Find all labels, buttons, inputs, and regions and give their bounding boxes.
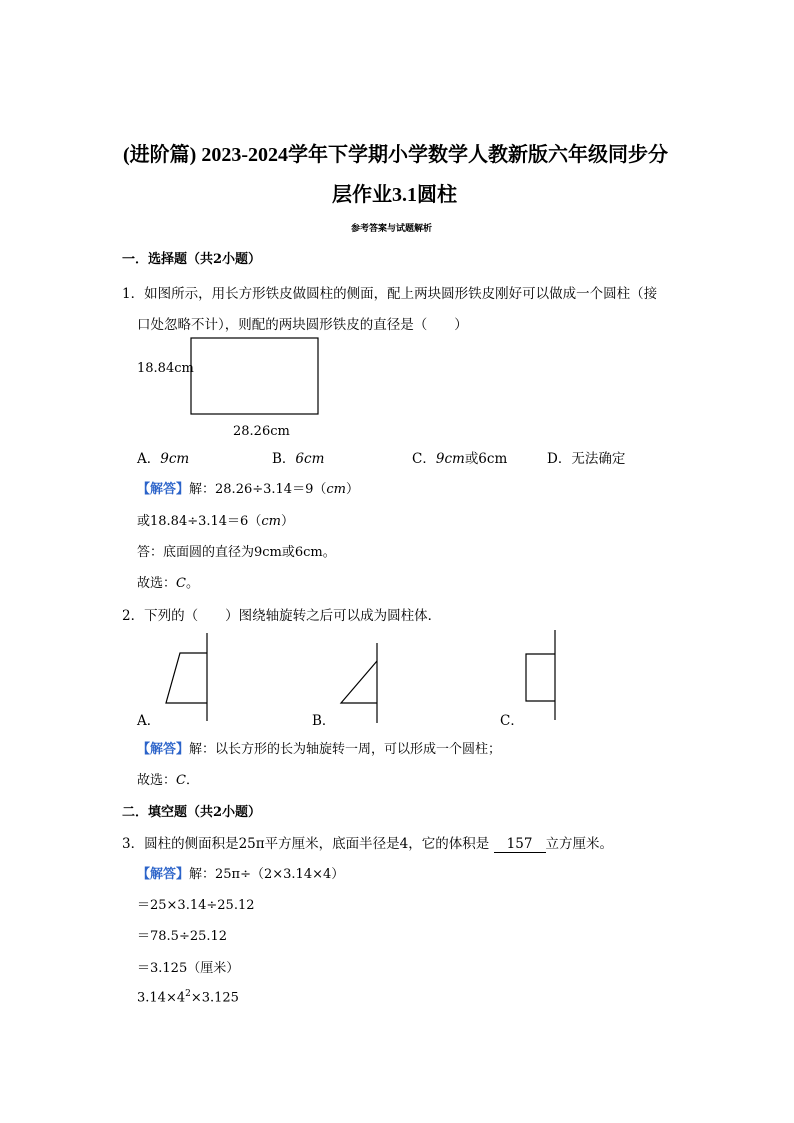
answer-3-step1: ＝25×3.14÷25.12 <box>137 898 255 913</box>
q2-option-b: B． <box>312 713 336 729</box>
answer-3-step2: ＝78.5÷25.12 <box>137 929 228 944</box>
answer-3-step4: $3.14\times 4^2\times 3.125$ <box>137 989 239 1006</box>
figure-width-label: 28.26cm <box>233 424 290 439</box>
question-2-text: 2．下列的（ ）图绕轴旋转之后可以成为圆柱体． <box>122 608 442 624</box>
answer-blank: 157 <box>494 836 546 853</box>
q2-option-a: A． <box>137 713 161 729</box>
rectangle-figure <box>190 337 320 417</box>
option-d: D．无法确定 <box>547 451 626 467</box>
question-1-text-line2: 口处忽略不计），则配的两块圆形铁皮的直径是（ ） <box>137 317 468 333</box>
option-c: C．9cm或6cm <box>412 451 508 467</box>
answer-1-line4: 故选：C。 <box>137 576 199 591</box>
answer-2-line2: 故选：C． <box>137 773 199 788</box>
page-title-line2: 层作业3.1圆柱 <box>332 184 457 206</box>
answer-1-line1: 【解答】解：28.26÷3.14＝9（cm） <box>137 482 359 497</box>
answer-3-step3: ＝3.125（厘米） <box>137 961 240 976</box>
answer-2-line1: 【解答】解：以长方形的长为轴旋转一周，可以形成一个圆柱； <box>137 742 502 757</box>
section-heading-choice: 一．选择题（共2小题） <box>122 252 262 267</box>
q2-option-c: C． <box>500 713 524 729</box>
trapezoid-figure <box>160 633 220 728</box>
answer-tag: 【解答】 <box>137 742 190 757</box>
page-title-line1: (进阶篇) 2023-2024学年下学期小学数学人教新版六年级同步分 <box>123 144 668 166</box>
question-1-text-line1: 1．如图所示，用长方形铁皮做圆柱的侧面，配上两块圆形铁皮刚好可以做成一个圆柱（接 <box>122 286 658 302</box>
answer-tag: 【解答】 <box>137 482 190 497</box>
answer-3-line1: 【解答】解：25π÷（2×3.14×4） <box>137 867 345 882</box>
answer-1-line3: 答：底面圆的直径为9cm或6cm。 <box>137 545 336 560</box>
option-a: A．9cm <box>137 451 190 467</box>
option-b: B．6cm <box>272 451 325 467</box>
answer-tag: 【解答】 <box>137 867 190 882</box>
answer-1-line2: 或18.84÷3.14＝6（cm） <box>137 514 294 529</box>
page-subtitle: 参考答案与试题解析 <box>351 224 433 234</box>
figure-height-label: 18.84cm <box>137 361 194 376</box>
question-3-text: 3．圆柱的侧面积是25π平方厘米，底面半径是4，它的体积是 157 立方厘米。 <box>122 836 614 852</box>
section-heading-fill: 二．填空题（共2小题） <box>122 805 262 820</box>
triangle-figure <box>333 643 393 738</box>
rectangle-axis-figure <box>520 630 580 725</box>
